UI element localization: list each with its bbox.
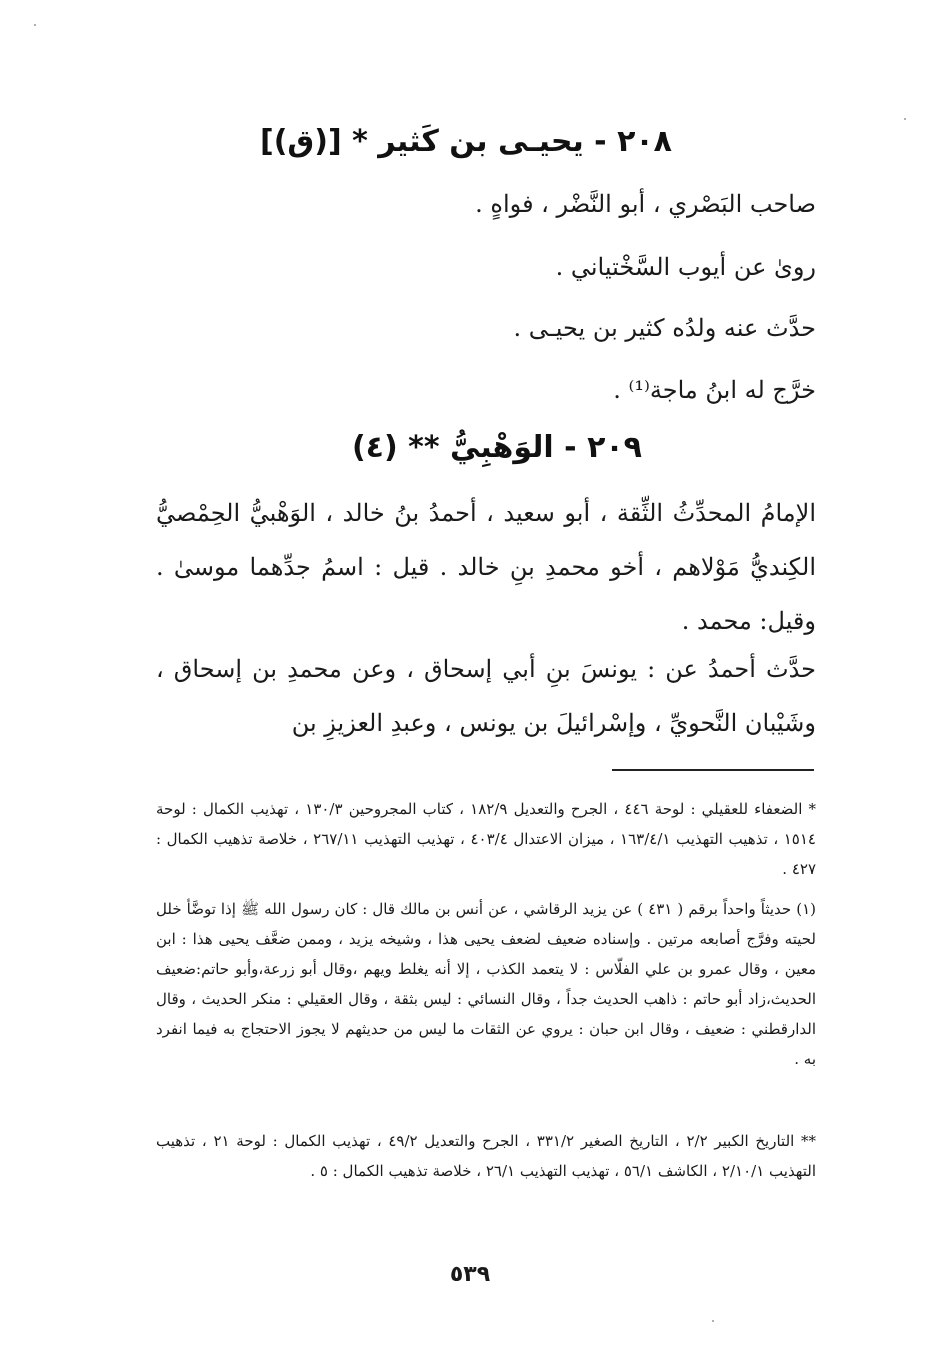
entry-209-paragraph: الإمامُ المحدِّثُ الثِّقة ، أبو سعيد ، أحمدُ بنُ خالد ، الوَهْبيُّ الحِمْصيُّ الكِنديُّ مَوْلاهم ، أخو محمدِ بنِ خالد . قيل : اسمُ جدِّهما موسىٰ . وقيل: محمد . xyxy=(156,499,816,635)
scan-speck xyxy=(904,118,906,120)
footnote-1: (١) حديثاً واحداً برقم ( ٤٣١ ) عن يزيد الرقاشي ، عن أنس بن مالك قال : كان رسول الله ﷺ إذا توضَّأ خلل لحيته وفرَّج أصابعه مرتين . وإسناده ضعيف لضعف يحيى هذا ، وشيخه يزيد ، وممن ضعَّف يحيى هذا : ابن معين ، وقال عمرو بن علي الفلّاس : لا يتعمد الكذب ، إلا أنه يغلط ويهم ،وقال أبو زرعة،وأبو حاتم:ضعيف الحديث،زاد أبو حاتم : ذاهب الحديث جداً ، وقال النسائي : ليس بثقة ، وقال العقيلي : منكر الحديث ، وقال الدارقطني : ضعيف ، وقال ابن حبان : يروي عن الثقات ما ليس من حديثهم لا يجوز الاحتجاج به فيما انفرد به . xyxy=(156,900,816,1068)
entry-208-line: خرَّج له ابنُ ماجة⁽¹⁾ . xyxy=(613,376,816,404)
footnote-separator xyxy=(612,769,814,771)
entry-208-line: روىٰ عن أيوب السَّخْتياني . xyxy=(555,253,816,281)
entry-208-heading: ٢٠٨ - يحيـى بن كَثير * [(ق)] xyxy=(259,124,672,159)
footnote-source-209: ** التاريخ الكبير ٢/٢ ، التاريخ الصغير ٣٣١/٢ ، الجرح والتعديل ٤٩/٢ ، تهذيب الكمال : لوحة ٢١ ، تذهيب التهذيب ٢/١٠/١ ، الكاشف ٥٦/١ ، تهذيب التهذيب ٢٦/١ ، خلاصة تذهيب الكمال : ٥ . xyxy=(156,1132,817,1180)
entry-208-line: حدَّث عنه ولدُه كثير بن يحيـى . xyxy=(513,314,816,342)
entry-209-paragraph: حدَّث أحمدُ عن : يونسَ بنِ أبي إسحاق ، وعن محمدِ بن إسحاق ، وشَيْبان النَّحويِّ ، وإسْرائيلَ بن يونس ، وعبدِ العزيزِ بن xyxy=(156,655,817,737)
scan-speck xyxy=(34,24,36,26)
entry-209-heading: ٢٠٩ - الوَهْبِيُّ ** (٤) xyxy=(351,430,642,465)
entry-208-line: صاحب البَصْري ، أبو النَّضْر ، فواهٍ . xyxy=(475,190,816,218)
footnote-source-208: * الضعفاء للعقيلي : لوحة ٤٤٦ ، الجرح والتعديل ١٨٢/٩ ، كتاب المجروحين ١٣٠/٣ ، تهذيب الكمال : لوحة ١٥١٤ ، تذهيب التهذيب ١٦٣/٤/١ ، ميزان الاعتدال ٤٠٣/٤ ، تهذيب التهذيب ٢٦٧/١١ ، خلاصة تذهيب الكمال : ٤٢٧ . xyxy=(156,800,817,878)
scan-speck xyxy=(712,1320,714,1322)
page-number: ٥٣٩ xyxy=(449,1262,491,1287)
